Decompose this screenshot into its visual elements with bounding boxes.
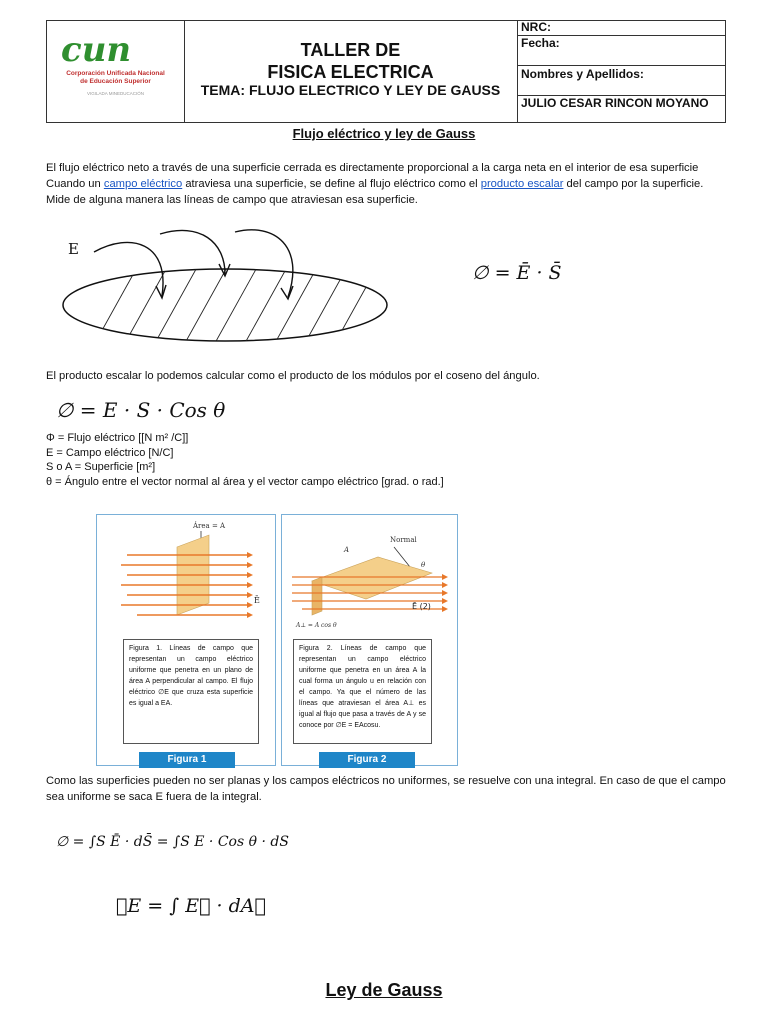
header-table xyxy=(46,20,726,123)
info-cell xyxy=(517,21,725,122)
logo-cell xyxy=(47,21,185,122)
paragraph-2: Cuando un campo eléctrico atraviesa una superficie, se define al flujo eléctrico como el producto escalar del campo por la superficie. xyxy=(46,178,704,190)
link-producto-escalar[interactable]: producto escalar xyxy=(480,178,564,190)
equation-flux-dot: ∅ = Ē · S̄ xyxy=(472,262,562,284)
definition-surface: S o A = Superficie [m²] xyxy=(46,461,156,473)
diagram-e-label: E xyxy=(68,240,79,258)
title-cell xyxy=(184,21,518,122)
nombres-label: Nombres y Apellidos: xyxy=(517,66,725,96)
intro-paragraph xyxy=(46,160,746,208)
gauss-title: Ley de Gauss xyxy=(325,980,443,1000)
fig2-aperp-label: A⊥ = A cos θ xyxy=(296,622,337,629)
link-campo-electrico[interactable]: campo eléctrico xyxy=(103,178,183,190)
figure-1 xyxy=(96,514,276,766)
paragraph-1: El flujo eléctrico neto a través de una superficie cerrada es directamente proporcional a la carga neta en el interior de esa superficie xyxy=(46,162,699,174)
flux-diagram xyxy=(60,222,400,352)
definition-field: E = Campo eléctrico [N/C] xyxy=(46,446,174,459)
topic-subtitle: TEMA: FLUJO ELECTRICO Y LEY DE GAUSS xyxy=(200,82,501,98)
figure-2 xyxy=(281,514,458,766)
definition-angle: θ = Ángulo entre el vector normal al área y el vector campo eléctrico [grad. o rad.] xyxy=(46,475,444,488)
figure-2-illustration xyxy=(282,515,456,630)
title-line-1: TALLER DE xyxy=(300,40,401,60)
nrc-label: NRC: xyxy=(517,21,725,36)
figure-2-caption: Figura 2. Líneas de campo que representan un campo eléctrico uniforme que penetra en un área A la cual forma un ángulo u en relación con el campo. Ya que el número de las líneas que atraviesan el área A⊥ es igual al flujo que pasa a través de A y se conoce por ∅E = EAcosu. xyxy=(293,639,432,744)
definitions-list xyxy=(46,431,444,489)
figure-1-caption: Figura 1. Líneas de campo que representan un campo eléctrico uniforme que penetra en un plano de área A perpendicular al campo. El flujo eléctrico ∅E que cruza esta superficie es igual a EA. xyxy=(123,639,259,744)
equation-integral-1: ∅ = ∫S Ē · dS̄ = ∫S E · Cos θ · dS xyxy=(56,834,289,850)
logo-line-2: de Educación Superior xyxy=(80,78,151,85)
equation-flux-cos: ∅ = E · S · Cos θ xyxy=(56,398,226,422)
fig1-e-label: Ē xyxy=(254,596,260,605)
definition-flux: Φ = Flujo eléctrico [[N m² /C]] xyxy=(46,432,189,444)
fecha-label: Fecha: xyxy=(517,36,725,66)
paragraph-4: El producto escalar lo podemos calcular como el producto de los módulos por el coseno del ángulo. xyxy=(46,370,540,382)
logo-line-1: Corporación Unificada Nacional xyxy=(66,70,165,77)
figure-1-label: Figura 1 xyxy=(139,752,235,768)
fig2-normal-label: Normal xyxy=(390,536,417,544)
svg-text:cun: cun xyxy=(61,30,132,70)
title-line-2: FISICA ELECTRICA xyxy=(267,62,434,82)
section-title: Flujo eléctrico y ley de Gauss xyxy=(292,126,476,141)
equation-integral-2: ∅E = ∫ E⃗ · dA⃗ xyxy=(116,895,266,917)
paragraph-5: Como las superficies pueden no ser planas y los campos eléctricos no uniformes, se resuelve con una integral. En caso de que el campo sea uniforme se saca E fuera de la integral. xyxy=(46,775,726,803)
fig2-theta-label: θ xyxy=(421,561,426,569)
paragraph-3: Mide de alguna manera las líneas de campo que atraviesan esa superficie. xyxy=(46,194,418,206)
logo-line-3: VIGILADA MINEDUCACIÓN xyxy=(86,91,144,96)
figure-1-illustration xyxy=(97,515,274,630)
fig2-e-label: Ē (2) xyxy=(412,602,431,611)
figure-2-label: Figura 2 xyxy=(319,752,415,768)
fig1-area-label: Área = A xyxy=(193,522,226,530)
fig2-a-label: A xyxy=(344,546,350,554)
student-name: JULIO CESAR RINCON MOYANO xyxy=(521,96,709,110)
